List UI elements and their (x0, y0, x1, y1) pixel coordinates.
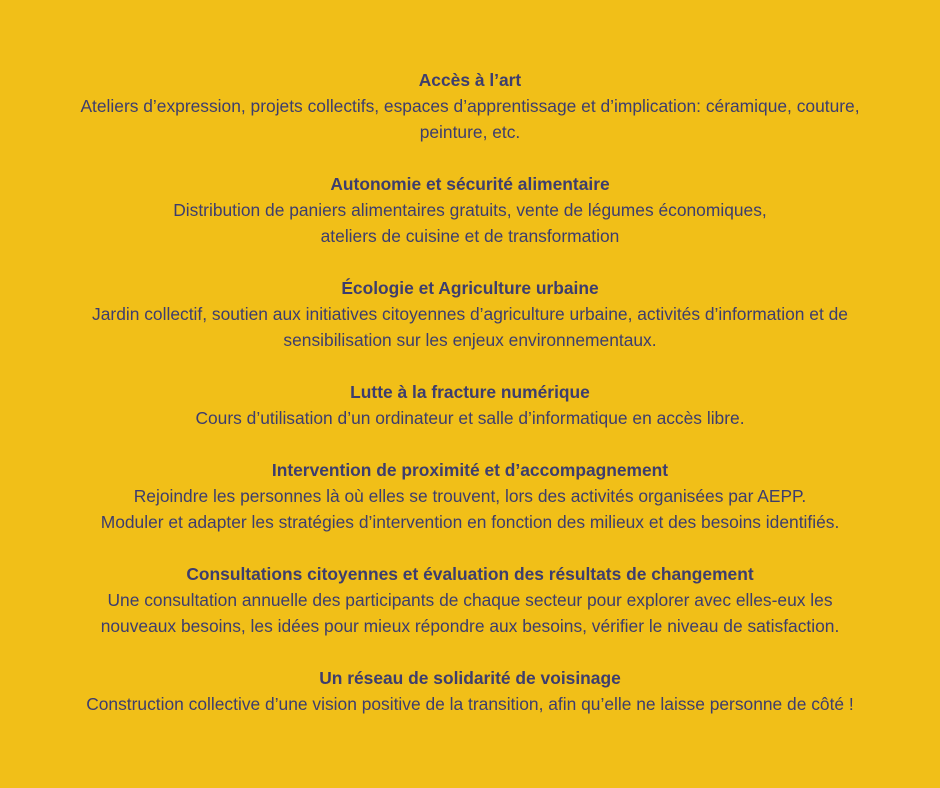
section-title: Consultations citoyennes et évaluation des résultats de changement (186, 564, 754, 584)
section-ecologie-agriculture (0, 275, 940, 353)
section-text-line: Distribution de paniers alimentaires gratuits, vente de légumes économiques, (173, 200, 767, 220)
section-text-line: sensibilisation sur les enjeux environnementaux. (283, 330, 657, 350)
section-title: Écologie et Agriculture urbaine (341, 278, 599, 298)
section-text-line: Ateliers d’expression, projets collectifs, espaces d’apprentissage et d’implication: céramique, couture, (80, 96, 860, 116)
section-text-line: Cours d’utilisation d’un ordinateur et salle d’informatique en accès libre. (195, 408, 745, 428)
section-text-line: peinture, etc. (419, 122, 521, 142)
section-solidarite-voisinage (0, 665, 940, 717)
section-text-line: Une consultation annuelle des participants de chaque secteur pour explorer avec elles-eux les (107, 590, 833, 610)
section-autonomie-alimentaire (0, 171, 940, 249)
section-consultations-citoyennes (0, 561, 940, 639)
section-acces-art (0, 67, 940, 145)
section-title: Accès à l’art (418, 70, 522, 90)
section-intervention-proximite (0, 457, 940, 535)
section-text-line: Jardin collectif, soutien aux initiatives citoyennes d’agriculture urbaine, activités d’information et de (92, 304, 848, 324)
section-fracture-numerique (0, 379, 940, 431)
section-title: Intervention de proximité et d’accompagnement (271, 460, 669, 480)
section-text-line: ateliers de cuisine et de transformation (320, 226, 620, 246)
section-text-line: Construction collective d’une vision positive de la transition, afin qu’elle ne laisse personne de côté ! (86, 694, 854, 714)
section-title: Autonomie et sécurité alimentaire (330, 174, 610, 194)
section-title: Un réseau de solidarité de voisinage (319, 668, 621, 688)
section-title: Lutte à la fracture numérique (350, 382, 590, 402)
section-text-line: Moduler et adapter les stratégies d’intervention en fonction des milieux et des besoins identifiés. (100, 512, 840, 532)
section-text-line: nouveaux besoins, les idées pour mieux répondre aux besoins, vérifier le niveau de satisfaction. (100, 616, 840, 636)
section-text-line: Rejoindre les personnes là où elles se trouvent, lors des activités organisées par AEPP. (133, 486, 807, 506)
